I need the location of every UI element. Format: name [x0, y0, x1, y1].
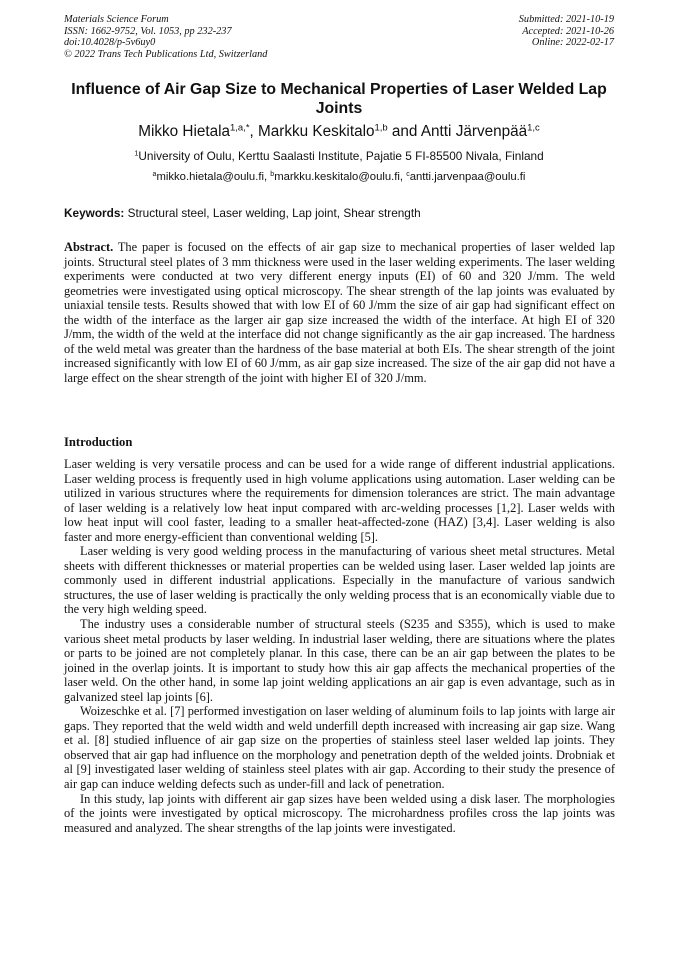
- online-date: Online: 2022-02-17: [531, 37, 614, 49]
- author-name: Markku Keskitalo: [258, 123, 375, 140]
- accepted-date: Accepted: 2021-10-26: [522, 25, 614, 37]
- paragraph: Laser welding is very good welding process in the manufacturing of various sheet metal structures. Metal sheets with different thicknesses or material properties can be welded using laser. Laser welded lap joints are commonly used in different industrial applications. Especially in the manufacture of various sandwich structures, the use of laser welding is practically the only welding process that is an economically viable due to the very high welding speed.: [64, 544, 615, 617]
- email-sup: a: [152, 170, 157, 178]
- affiliation: [0, 149, 678, 163]
- paragraph: Laser welding is very versatile process and can be used for a wide range of different industrial applications. Laser welding process is frequently used in high volume applications using automation. Laser welding can be utilized in various structures where the requirements for dimension tolerances are strict. The main advantage of laser welding is a relatively low heat input compared with arc-welding processes [1,2]. Laser welds with low heat input will cool faster, leading to a smaller heat-affected-zone (HAZ) [3,4]. Laser welding is also faster and more energy-efficient than conventional welding [5].: [64, 457, 615, 544]
- emails: [0, 171, 678, 183]
- paper-title: Influence of Air Gap Size to Mechanical Properties of Laser Welded Lap Joints: [71, 81, 607, 117]
- introduction-body: [64, 457, 615, 835]
- abstract-text: The paper is focused on the effects of air gap size to mechanical properties of laser welded lap joints. Structural steel plates of 3 mm thickness were used in the laser welding experiments. The laser welding experiments were conducted at two very different energy inputs (EI) of 60 and 320 J/mm. The weld geometries were investigated using optical microscopy. The shear strength of the lap joints was evaluated by uniaxial tensile tests. Results showed that with low EI of 60 J/mm the size of air gap had significant effect on the width of the interface as the larger air gap size increased the width of the interface. At high EI of 320 J/mm, the width of the weld at the interface did not change significantly as the air gap increased. The hardness of the weld metal was greater than the hardness of the base material at both EIs. The shear strength of the joint increased significantly with low EI of 60 J/mm, as air gap size increased. The size of the air gap did not have a large effect on the shear strength of the joint with higher EI of 320 J/mm.: [64, 240, 615, 385]
- author-sup: 1,b: [374, 122, 388, 134]
- introduction-heading: Introduction: [64, 435, 133, 449]
- author-sep: ,: [249, 123, 259, 140]
- keywords: [64, 206, 421, 220]
- submitted-date: Submitted: 2021-10-19: [518, 14, 614, 25]
- author-sup: 1,a,*: [230, 122, 250, 134]
- copyright: © 2022 Trans Tech Publications Ltd, Switzerland: [64, 48, 268, 60]
- author-sep: and: [387, 123, 421, 140]
- doi: doi:10.4028/p-5v6uy0: [64, 37, 156, 49]
- email[interactable]: mikko.hietala@oulu.fi,: [156, 171, 271, 183]
- author-name: Mikko Hietala: [138, 123, 231, 140]
- keywords-label: Keywords:: [64, 206, 125, 220]
- journal-info: [64, 14, 267, 60]
- email-sup: b: [270, 170, 275, 178]
- email[interactable]: antti.jarvenpaa@oulu.fi: [409, 171, 526, 183]
- abstract: [64, 240, 615, 385]
- author-sup: 1,c: [527, 122, 540, 134]
- abstract-label: Abstract.: [64, 240, 114, 254]
- paragraph: In this study, lap joints with different air gap sizes have been welded using a disk laser. The morphologies of the joints were investigated by optical microscopy. The microhardness profiles cross the lap joints was measured and analyzed. The shear strengths of the lap joints were investigated.: [64, 791, 615, 835]
- paragraph: Woizeschke et al. [7] performed investigation on laser welding of aluminum foils to lap joints with large air gaps. They reported that the weld width and weld underfill depth increased with increasing air gap size. Wang et al. [8] studied influence of air gap size on the properties of stainless steel laser welded lap joints. They observed that air gap had influence on the morphology and penetration depth of the welded joints. Drobniak et al [9] investigated laser welding of stainless steel plates with air gap. According to their study the presence of air gap can induce welding defects such as under-fill and lack of penetration.: [64, 704, 615, 792]
- email[interactable]: markku.keskitalo@oulu.fi,: [274, 171, 407, 183]
- journal-name: Materials Science Forum: [64, 14, 169, 25]
- issn: ISSN: 1662-9752, Vol. 1053, pp 232-237: [64, 25, 232, 37]
- paragraph: The industry uses a considerable number of structural steels (S235 and S355), which is used to make various sheet metal products by laser welding. In industrial laser welding, there are situations where the plates or parts to be joined are not completely planar. In this case, there can be an air gap between the plates to be joined in the overlap joints. It is important to study how this air gap affects the mechanical properties of the laser weld. On the other hand, in some lap joint welding applications an air gap is even advantage, such as in galvanized steel lap joints [6].: [64, 617, 615, 704]
- author-name: Antti Järvenpää: [420, 123, 528, 140]
- authors: [0, 123, 678, 141]
- keywords-text: Structural steel, Laser welding, Lap joint, Shear strength: [124, 206, 421, 220]
- dates-info: [519, 14, 614, 49]
- affiliation-sup: 1: [134, 148, 139, 158]
- affiliation-text: University of Oulu, Kerttu Saalasti Institute, Pajatie 5 FI-85500 Nivala, Finland: [138, 149, 544, 163]
- email-sup: c: [406, 170, 410, 178]
